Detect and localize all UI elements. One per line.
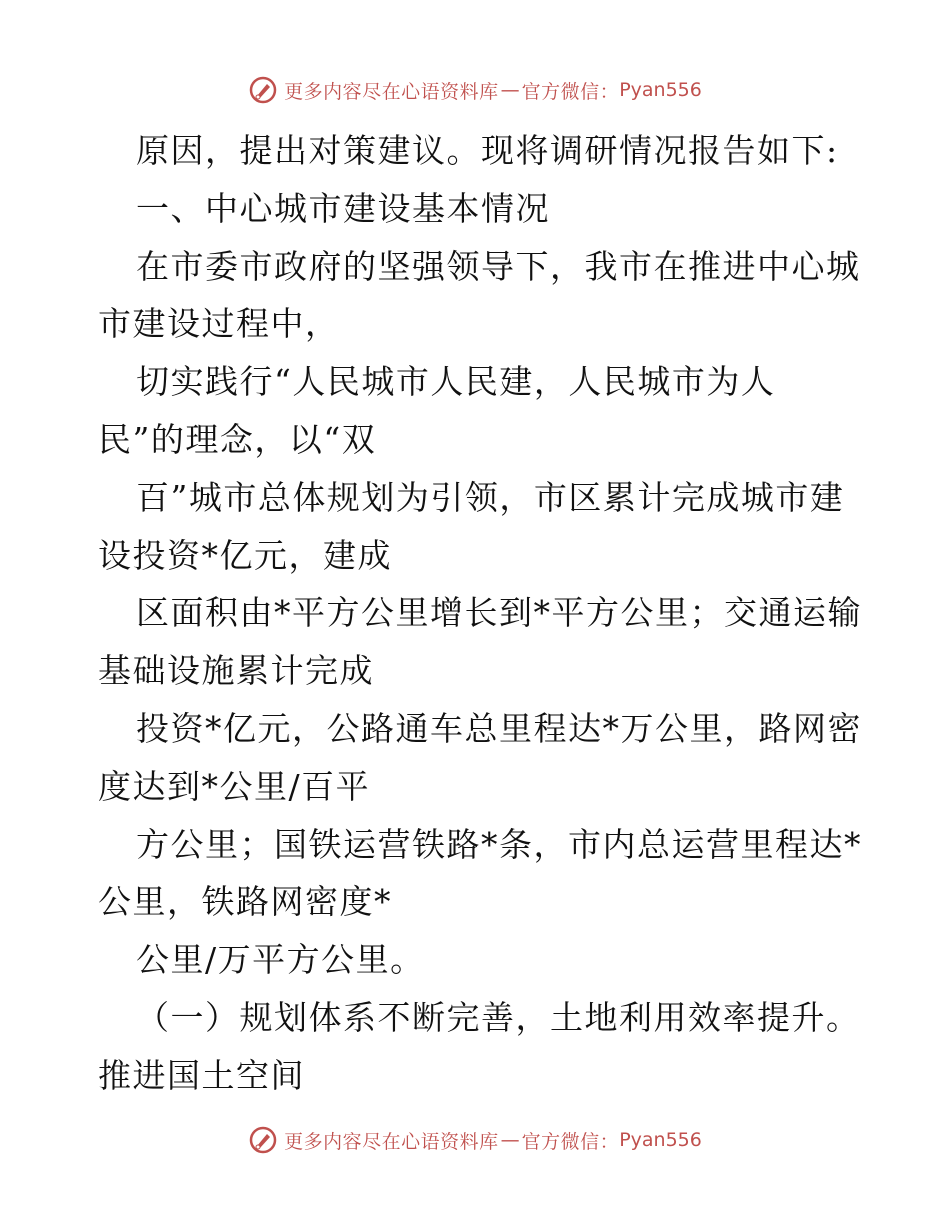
text-line: 度达到*公里/百平 [98,766,371,806]
text-line: 市建设过程中， [98,304,340,344]
pen-nib-logo-icon [248,75,278,105]
text-line: 设投资*亿元，建成 [98,535,392,575]
text-line: 切实践行“人民城市人民建，人民城市为人 [136,362,776,402]
text-line: 百”城市总体规划为引领，市区累计完成城市建 [136,477,845,517]
subsection-heading: （一）规划体系不断完善，土地利用效率提升。 [136,997,861,1037]
watermark-separator: — [500,1129,520,1151]
document-body [98,122,868,1105]
text-line: 投资*亿元，公路通车总里程达*万公里，路网密 [136,708,862,748]
text-line: 区面积由*平方公里增长到*平方公里；交通运输 [136,593,862,633]
text-line: 方公里；国铁运营铁路*条，市内总运营里程达* [136,824,862,864]
text-line: 推进国土空间 [98,1055,305,1095]
watermark-wechat-id: Pyan556 [619,79,702,101]
text-line: 原因，提出对策建议。现将调研情况报告如下: [136,131,839,170]
section-heading: 一、中心城市建设基本情况 [136,188,550,228]
header-watermark [0,70,950,110]
text-line: 在市委市政府的坚强领导下，我市在推进中心城 [136,246,861,286]
pen-nib-logo-icon [248,1125,278,1155]
watermark-wechat-id: Pyan556 [619,1129,702,1151]
watermark-wechat-label: 官方微信： [521,80,620,103]
text-line: 民”的理念，以“双 [98,419,377,459]
watermark-brand: 更多内容尽在心语资料库 [284,80,499,103]
watermark-separator: — [500,79,520,101]
text-line: 基础设施累计完成 [98,651,374,691]
text-line: 公里，铁路网密度* [98,882,392,922]
text-line: 公里/万平方公里。 [136,940,425,980]
watermark-wechat-label: 官方微信： [521,1130,620,1153]
footer-watermark [0,1120,950,1160]
watermark-brand: 更多内容尽在心语资料库 [284,1130,499,1153]
